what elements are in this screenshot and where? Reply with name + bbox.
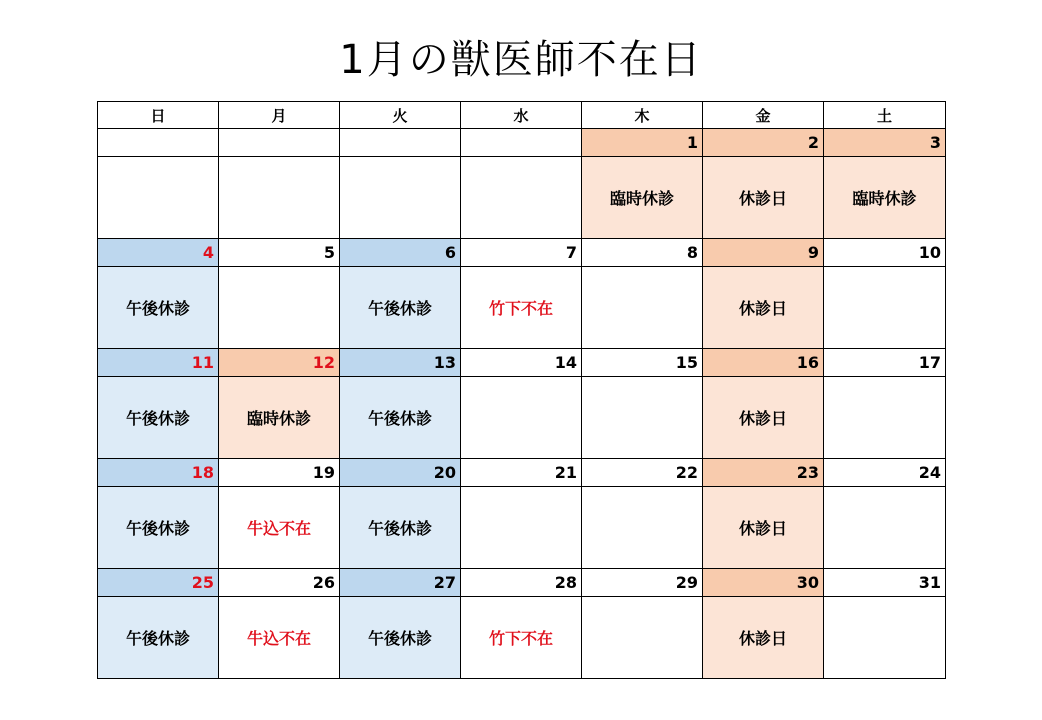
day-number-cell bbox=[98, 129, 219, 157]
week-event-row bbox=[98, 597, 946, 679]
day-number-cell: 25 bbox=[98, 568, 219, 596]
day-event-cell: 竹下不在 bbox=[461, 597, 582, 679]
day-event-cell: 竹下不在 bbox=[461, 267, 582, 349]
day-number-cell: 21 bbox=[461, 458, 582, 486]
day-number-cell: 14 bbox=[461, 348, 582, 376]
weekday-header-tue: 火 bbox=[340, 102, 461, 129]
day-event-cell: 休診日 bbox=[703, 597, 824, 679]
day-number-cell: 17 bbox=[824, 348, 946, 376]
week-number-row bbox=[98, 568, 946, 596]
day-number-cell: 4 bbox=[98, 238, 219, 266]
day-number-cell: 7 bbox=[461, 238, 582, 266]
day-event-cell: 休診日 bbox=[703, 157, 824, 239]
day-number-cell: 2 bbox=[703, 129, 824, 157]
week-event-row bbox=[98, 267, 946, 349]
day-event-cell: 午後休診 bbox=[98, 377, 219, 459]
day-event-cell: 午後休診 bbox=[340, 267, 461, 349]
day-event-cell: 臨時休診 bbox=[824, 157, 946, 239]
day-number-cell: 9 bbox=[703, 238, 824, 266]
weekday-header-row bbox=[98, 102, 946, 129]
week-number-row bbox=[98, 348, 946, 376]
week-event-row bbox=[98, 487, 946, 569]
calendar-table bbox=[97, 101, 946, 679]
day-number-cell: 5 bbox=[219, 238, 340, 266]
day-event-cell: 臨時休診 bbox=[219, 377, 340, 459]
day-number-cell: 22 bbox=[582, 458, 703, 486]
day-event-cell bbox=[461, 487, 582, 569]
day-event-cell bbox=[824, 487, 946, 569]
day-event-cell: 午後休診 bbox=[340, 597, 461, 679]
day-number-cell: 30 bbox=[703, 568, 824, 596]
day-number-cell: 8 bbox=[582, 238, 703, 266]
day-event-cell: 午後休診 bbox=[98, 487, 219, 569]
day-number-cell: 3 bbox=[824, 129, 946, 157]
day-number-cell: 26 bbox=[219, 568, 340, 596]
day-event-cell: 午後休診 bbox=[98, 597, 219, 679]
day-number-cell: 29 bbox=[582, 568, 703, 596]
day-event-cell: 午後休診 bbox=[340, 487, 461, 569]
day-number-cell bbox=[461, 129, 582, 157]
day-event-cell bbox=[824, 377, 946, 459]
week-number-row bbox=[98, 458, 946, 486]
day-number-cell bbox=[340, 129, 461, 157]
weekday-header-sun: 日 bbox=[98, 102, 219, 129]
day-number-cell: 31 bbox=[824, 568, 946, 596]
day-event-cell bbox=[582, 267, 703, 349]
day-event-cell: 午後休診 bbox=[98, 267, 219, 349]
day-number-cell bbox=[219, 129, 340, 157]
day-event-cell bbox=[461, 377, 582, 459]
day-event-cell: 休診日 bbox=[703, 487, 824, 569]
day-event-cell bbox=[582, 597, 703, 679]
week-event-row bbox=[98, 157, 946, 239]
weekday-header-wed: 水 bbox=[461, 102, 582, 129]
day-event-cell bbox=[824, 267, 946, 349]
day-number-cell: 10 bbox=[824, 238, 946, 266]
day-event-cell bbox=[582, 487, 703, 569]
week-number-row bbox=[98, 238, 946, 266]
weekday-header-sat: 土 bbox=[824, 102, 946, 129]
day-number-cell: 11 bbox=[98, 348, 219, 376]
day-number-cell: 23 bbox=[703, 458, 824, 486]
day-number-cell: 20 bbox=[340, 458, 461, 486]
day-number-cell: 6 bbox=[340, 238, 461, 266]
day-number-cell: 1 bbox=[582, 129, 703, 157]
day-event-cell: 休診日 bbox=[703, 377, 824, 459]
weekday-header-fri: 金 bbox=[703, 102, 824, 129]
day-event-cell bbox=[219, 267, 340, 349]
calendar-body bbox=[98, 129, 946, 679]
day-number-cell: 13 bbox=[340, 348, 461, 376]
day-event-cell: 休診日 bbox=[703, 267, 824, 349]
day-number-cell: 24 bbox=[824, 458, 946, 486]
day-event-cell bbox=[98, 157, 219, 239]
week-number-row bbox=[98, 129, 946, 157]
day-number-cell: 19 bbox=[219, 458, 340, 486]
day-number-cell: 18 bbox=[98, 458, 219, 486]
day-number-cell: 27 bbox=[340, 568, 461, 596]
weekday-header-thu: 木 bbox=[582, 102, 703, 129]
day-event-cell bbox=[582, 377, 703, 459]
day-event-cell: 牛込不在 bbox=[219, 487, 340, 569]
page-title: 1月の獣医師不在日 bbox=[339, 37, 703, 83]
day-number-cell: 15 bbox=[582, 348, 703, 376]
day-event-cell: 牛込不在 bbox=[219, 597, 340, 679]
day-event-cell bbox=[219, 157, 340, 239]
day-number-cell: 16 bbox=[703, 348, 824, 376]
week-event-row bbox=[98, 377, 946, 459]
day-event-cell: 臨時休診 bbox=[582, 157, 703, 239]
weekday-header-mon: 月 bbox=[219, 102, 340, 129]
day-event-cell bbox=[824, 597, 946, 679]
day-event-cell: 午後休診 bbox=[340, 377, 461, 459]
day-event-cell bbox=[461, 157, 582, 239]
day-number-cell: 12 bbox=[219, 348, 340, 376]
day-number-cell: 28 bbox=[461, 568, 582, 596]
day-event-cell bbox=[340, 157, 461, 239]
